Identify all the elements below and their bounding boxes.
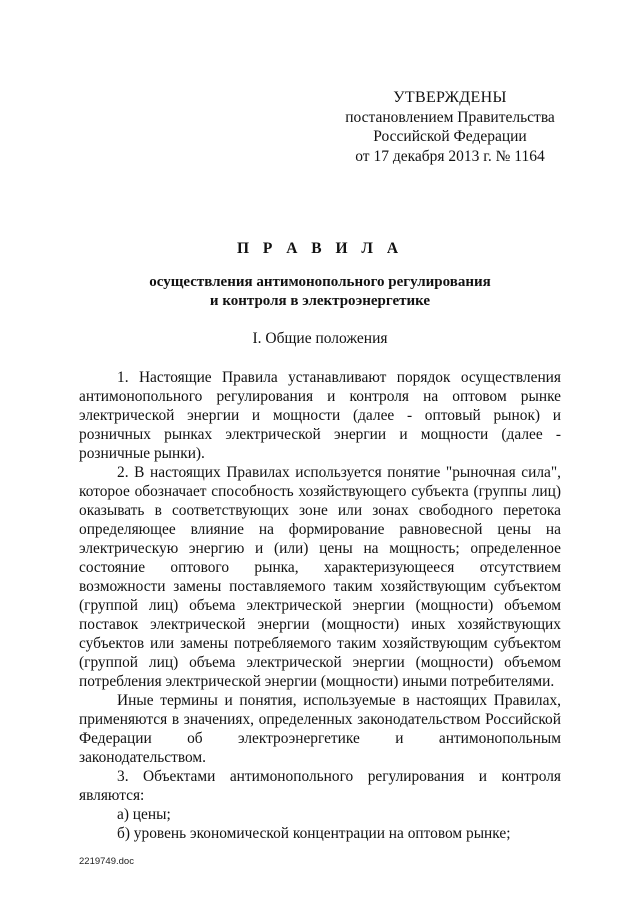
approval-line-3: от 17 декабря 2013 г. № 1164 — [355, 147, 545, 165]
subtitle-line-1: осуществления антимонопольного регулирования — [149, 274, 491, 290]
paragraph-1: 1. Настоящие Правила устанавливают порядок осуществления антимонопольного регулирования и контроля на оптовом рынке электрической энергии и мощности (далее - оптовый рынок) и розничных рынках электрической энергии и мощности (далее - розничные рынки). — [79, 369, 561, 462]
document-subtitle — [80, 273, 560, 311]
subtitle-line-2: и контроля в электроэнергетике — [209, 293, 431, 309]
approval-stamp: УТВЕРЖДЕНЫ — [393, 89, 507, 106]
paragraph-6: б) уровень экономической концентрации на оптовом рынке; — [117, 825, 511, 842]
title-block — [80, 240, 560, 311]
footer-filename: 2219749.doc — [79, 856, 134, 867]
paragraph-5: а) цены; — [117, 806, 171, 823]
document-title: П Р А В И Л А — [236, 240, 404, 257]
approval-block — [300, 88, 600, 166]
paragraph-2: 2. В настоящих Правилах используется понятие "рыночная сила", которое обозначает способность хозяйствующего субъекта (группы лиц) оказывать в соответствующих зоне или зонах свободного перетока определяющее влияние на формирование равновесной цены на электрическую энергию и (или) цены на мощность; определенное состояние оптового рынка, характеризующееся отсутствием возможности замены поставляемого таким хозяйствующим субъектом (группой лиц) объема электрической энергии (мощности) объемом поставок электрической энергии (мощности) иных хозяйствующих субъектов или замены потребляемого таким хозяйствующим субъектом (группой лиц) объема электрической энергии (мощности) объемом потребления электрической энергии (мощности) иными потребителями. — [79, 464, 561, 690]
paragraph-4: 3. Объектами антимонопольного регулирования и контроля являются: — [79, 768, 561, 804]
approval-line-2: Российской Федерации — [373, 128, 527, 145]
section-heading: I. Общие положения — [252, 330, 388, 347]
approval-line-1: постановлением Правительства — [345, 108, 555, 126]
document-body — [79, 368, 561, 843]
paragraph-3: Иные термины и понятия, используемые в настоящих Правилах, применяются в значениях, определенных законодательством Российской Федерации об электроэнергетике и антимонопольным законодательством. — [79, 692, 561, 766]
